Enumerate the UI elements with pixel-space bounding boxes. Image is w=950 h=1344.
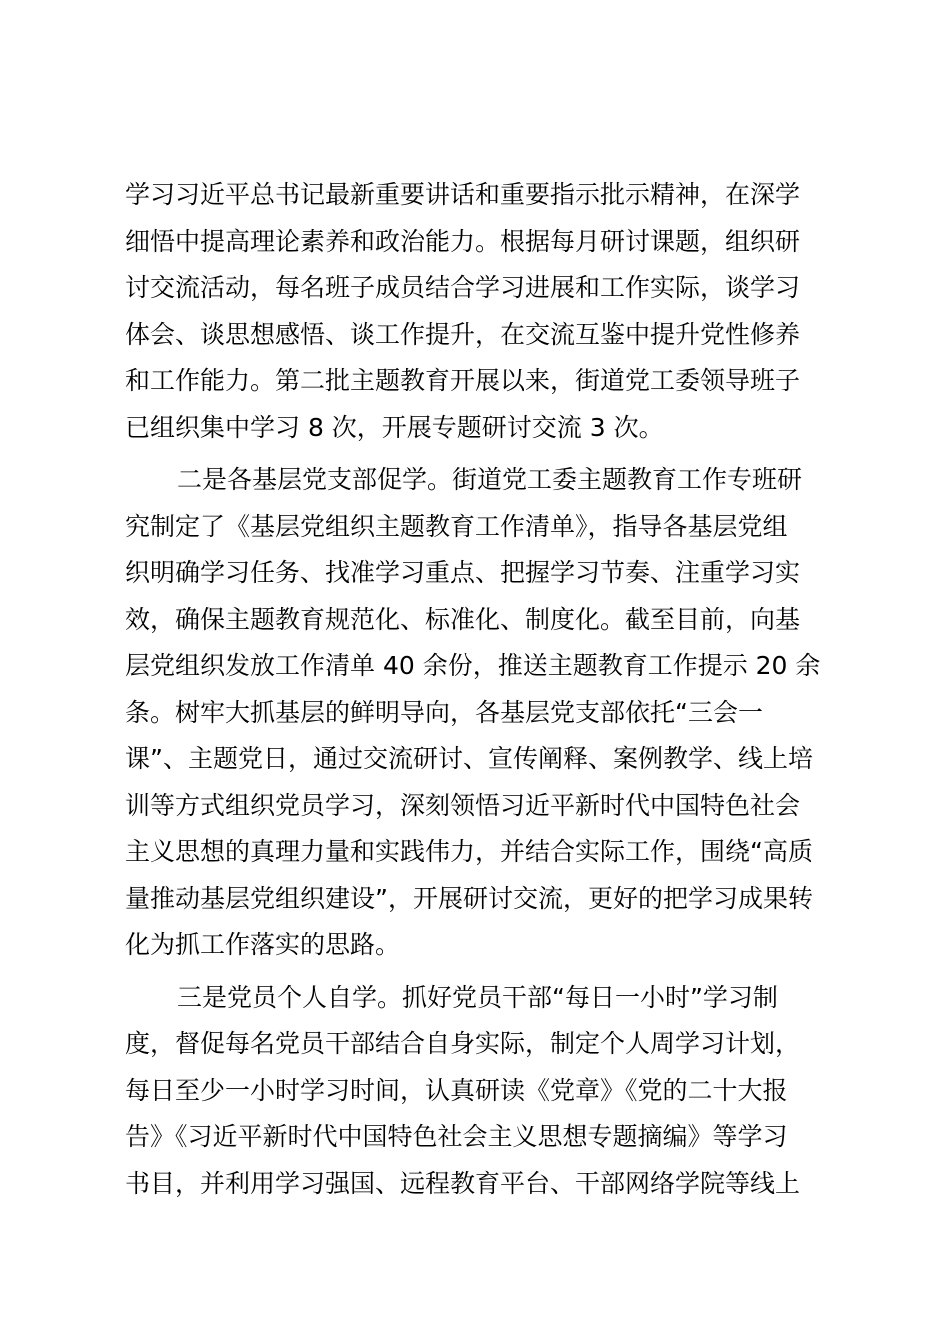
paragraph-line: 细悟中提高理论素养和政治能力。根据每月研讨课题，组织研 — [125, 226, 801, 256]
paragraph-line: 每日至少一小时学习时间，认真研读《党章》《党的二十大报 — [125, 1075, 788, 1105]
paragraph-2 — [125, 457, 835, 969]
paragraph-line: 讨交流活动，每名班子成员结合学习进展和工作实际，谈学习 — [125, 273, 801, 302]
paragraph-1 — [125, 172, 835, 451]
paragraph-line: 学习习近平总书记最新重要讲话和重要指示批示精神，在深学 — [125, 180, 801, 209]
paragraph-line: 和工作能力。第二批主题教育开展以来，街道党工委领导班子 — [125, 366, 801, 395]
document-body — [125, 172, 835, 1207]
paragraph-line: 告》《习近平新时代中国特色社会主义思想专题摘编》等学习 — [125, 1122, 788, 1151]
paragraph-line: 三是党员个人自学。抓好党员干部“每日一小时”学习制 — [177, 982, 778, 1012]
paragraph-line: 课”、主题党日，通过交流研讨、宣传阐释、案例教学、线上培 — [125, 744, 813, 773]
paragraph-line: 量推动基层党组织建设”，开展研讨交流，更好的把学习成果转 — [125, 883, 813, 913]
paragraph-3 — [125, 975, 835, 1208]
paragraph-line: 层党组织发放工作清单 40 余份，推送主题教育工作提示 20 余 — [125, 651, 821, 680]
paragraph-line: 织明确学习任务、找准学习重点、把握学习节奏、注重学习实 — [125, 558, 801, 587]
paragraph-line: 书目，并利用学习强国、远程教育平台、干部网络学院等线上 — [125, 1168, 801, 1198]
paragraph-line: 化为抓工作落实的思路。 — [125, 930, 401, 959]
paragraph-line: 已组织集中学习 8 次，开展专题研讨交流 3 次。 — [125, 412, 664, 442]
paragraph-line: 体会、谈思想感悟、谈工作提升，在交流互鉴中提升党性修养 — [125, 319, 801, 349]
paragraph-line: 主义思想的真理力量和实践伟力，并结合实际工作，围绕“高质 — [125, 837, 813, 866]
paragraph-line: 二是各基层党支部促学。街道党工委主题教育工作专班研 — [177, 465, 803, 494]
paragraph-line: 度，督促每名党员干部结合自身实际，制定个人周学习计划， — [125, 1029, 801, 1058]
paragraph-line: 训等方式组织党员学习，深刻领悟习近平新时代中国特色社会 — [125, 790, 801, 820]
paragraph-line: 究制定了《基层党组织主题教育工作清单》，指导各基层党组 — [125, 511, 788, 541]
paragraph-line: 条。树牢大抓基层的鲜明导向，各基层党支部依托“三会一 — [125, 697, 763, 727]
paragraph-line: 效，确保主题教育规范化、标准化、制度化。截至目前，向基 — [125, 604, 801, 634]
